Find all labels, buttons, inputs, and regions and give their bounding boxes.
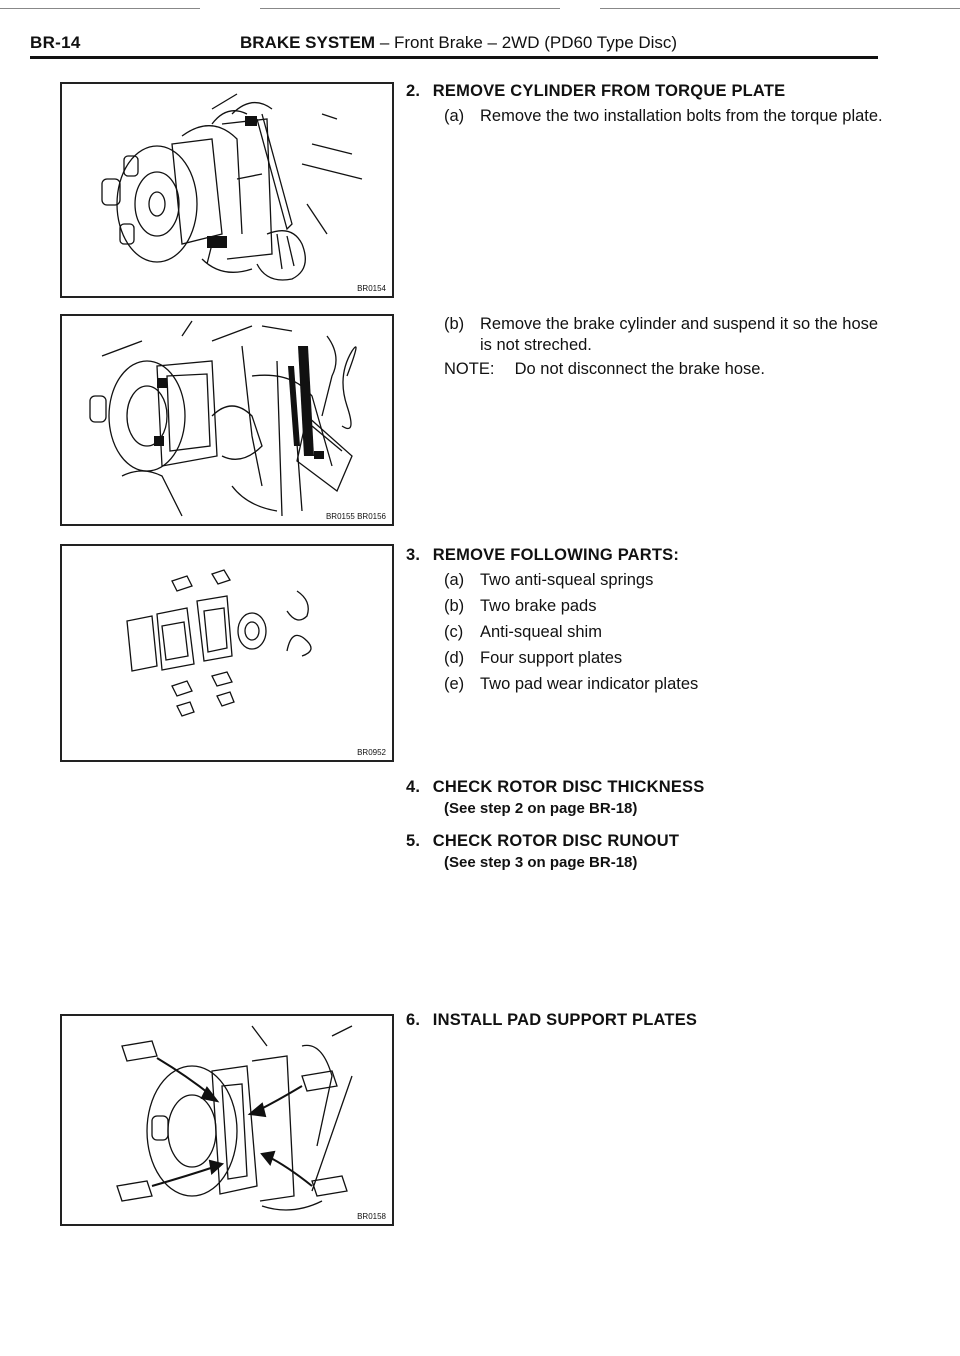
step-3d xyxy=(444,648,894,669)
figure-parts-layout xyxy=(60,544,394,762)
figure-install-support-plates xyxy=(60,1014,394,1226)
step-2b xyxy=(444,314,894,356)
note-text: Do not disconnect the brake hose. xyxy=(514,360,766,378)
illustration-support-plates xyxy=(62,1016,392,1224)
header-rule xyxy=(30,56,878,59)
item-label: (a) xyxy=(444,107,465,125)
step-2-heading xyxy=(406,82,785,101)
item-text: Four support plates xyxy=(480,649,623,667)
step-title: REMOVE FOLLOWING PARTS: xyxy=(432,546,680,564)
figure-code: BR0158 xyxy=(357,1212,386,1221)
step-3b xyxy=(444,596,894,617)
step-4-heading xyxy=(406,778,704,797)
item-text: Anti-squeal shim xyxy=(480,623,602,641)
note-label: NOTE: xyxy=(444,360,495,378)
scan-line xyxy=(0,8,200,9)
step-3-heading xyxy=(406,546,679,565)
figure-remove-bolts xyxy=(60,82,394,298)
step-title: REMOVE CYLINDER FROM TORQUE PLATE xyxy=(432,82,786,100)
step-2-note xyxy=(444,360,765,379)
section-subtitle: – Front Brake – 2WD (PD60 Type Disc) xyxy=(379,33,678,52)
figure-suspend-cylinder xyxy=(60,314,394,526)
step-3a xyxy=(444,570,894,591)
page-number: BR-14 xyxy=(30,33,81,52)
step-number: 3. xyxy=(406,546,421,564)
step-number: 2. xyxy=(406,82,421,100)
step-5-reference: (See step 3 on page BR-18) xyxy=(444,854,638,871)
item-label: (d) xyxy=(444,649,465,667)
step-number: 4. xyxy=(406,778,421,796)
item-text: Two anti-squeal springs xyxy=(480,571,654,589)
step-title: CHECK ROTOR DISC RUNOUT xyxy=(432,832,680,850)
step-title: INSTALL PAD SUPPORT PLATES xyxy=(432,1011,698,1029)
step-6-heading xyxy=(406,1011,697,1030)
item-text: Remove the brake cylinder and suspend it so the hose is not streched. xyxy=(480,315,879,354)
item-label: (c) xyxy=(444,623,464,641)
page-title xyxy=(240,33,677,53)
step-2a xyxy=(444,106,894,127)
section-name: BRAKE SYSTEM xyxy=(240,33,376,52)
figure-code: BR0154 xyxy=(357,284,386,293)
step-number: 5. xyxy=(406,832,421,850)
illustration-caliper-wrench xyxy=(62,84,392,296)
step-3c xyxy=(444,622,894,643)
step-5-heading xyxy=(406,832,679,851)
illustration-pad-parts xyxy=(62,546,392,760)
step-title: CHECK ROTOR DISC THICKNESS xyxy=(432,778,705,796)
scan-line xyxy=(260,8,560,9)
scan-line xyxy=(600,8,960,9)
figure-code: BR0952 xyxy=(357,748,386,757)
item-label: (a) xyxy=(444,571,465,589)
step-3e xyxy=(444,674,894,695)
figure-code: BR0155 BR0156 xyxy=(325,512,386,521)
item-text: Two pad wear indicator plates xyxy=(480,675,699,693)
item-label: (e) xyxy=(444,675,465,693)
item-text: Two brake pads xyxy=(480,597,597,615)
illustration-cylinder-hose xyxy=(62,316,392,524)
item-label: (b) xyxy=(444,315,465,333)
item-label: (b) xyxy=(444,597,465,615)
step-number: 6. xyxy=(406,1011,421,1029)
item-text: Remove the two installation bolts from the torque plate. xyxy=(480,107,883,125)
step-4-reference: (See step 2 on page BR-18) xyxy=(444,800,638,817)
